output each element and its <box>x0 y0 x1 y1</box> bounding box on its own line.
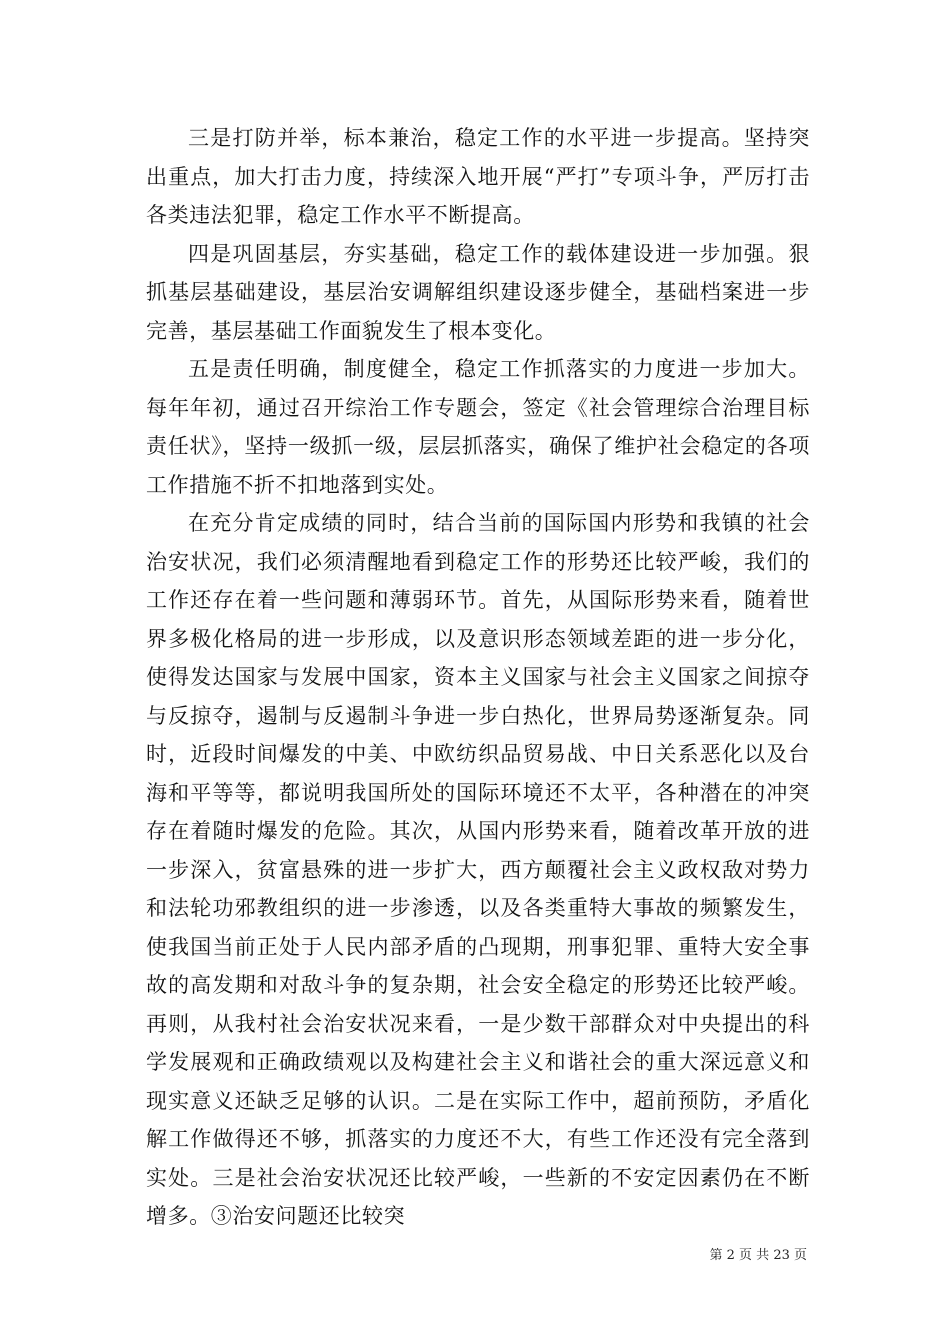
paragraph-2: 四是巩固基层，夯实基础，稳定工作的载体建设进一步加强。狠抓基层基础建设，基层治安调解组织建设逐步健全，基础档案进一步完善，基层基础工作面貌发生了根本变化。 <box>146 241 810 343</box>
paragraph-4: 在充分肯定成绩的同时，结合当前的国际国内形势和我镇的社会治安状况，我们必须清醒地看到稳定工作的形势还比较严峻，我们的工作还存在着一些问题和薄弱环节。首先，从国际形势来看，随着世界多极化格局的进一步形成，以及意识形态领域差距的进一步分化，使得发达国家与发展中国家，资本主义国家与社会主义国家之间掠夺与反掠夺，遏制与反遏制斗争进一步白热化，世界局势逐渐复杂。同时，近段时间爆发的中美、中欧纺织品贸易战、中日关系恶化以及台海和平等等，都说明我国所处的国际环境还不太平，各种潜在的冲突存在着随时爆发的危险。其次，从国内形势来看，随着改革开放的进一步深入，贫富悬殊的进一步扩大，西方颠覆社会主义政权敌对势力和法轮功邪教组织的进一步渗透，以及各类重特大事故的频繁发生，使我国当前正处于人民内部矛盾的凸现期，刑事犯罪、重特大安全事故的高发期和对敌斗争的复杂期，社会安全稳定的形势还比较严峻。再则，从我村社会治安状况来看，一是少数干部群众对中央提出的科学发展观和正确政绩观以及构建社会主义和谐社会的重大深远意义和现实意义还缺乏足够的认识。二是在实际工作中，超前预防，矛盾化解工作做得还不够，抓落实的力度还不大，有些工作还没有完全落到实处。三是社会治安状况还比较严峻，一些新的不安定因素仍在不断增多。③治安问题还比较突 <box>146 511 810 1228</box>
document-body <box>146 119 810 1236</box>
page-footer <box>710 1244 807 1263</box>
paragraph-3: 五是责任明确，制度健全，稳定工作抓落实的力度进一步加大。每年年初，通过召开综治工作专题会，签定《社会管理综合治理目标责任状》，坚持一级抓一级，层层抓落实，确保了维护社会稳定的各项工作措施不折不扣地落到实处。 <box>146 357 810 497</box>
page-number-label: 第 2 页 共 23 页 <box>709 1248 807 1263</box>
paragraph-1: 三是打防并举，标本兼治，稳定工作的水平进一步提高。坚持突出重点，加大打击力度，持续深入地开展“严打”专项斗争，严厉打击各类违法犯罪，稳定工作水平不断提高。 <box>146 126 810 227</box>
